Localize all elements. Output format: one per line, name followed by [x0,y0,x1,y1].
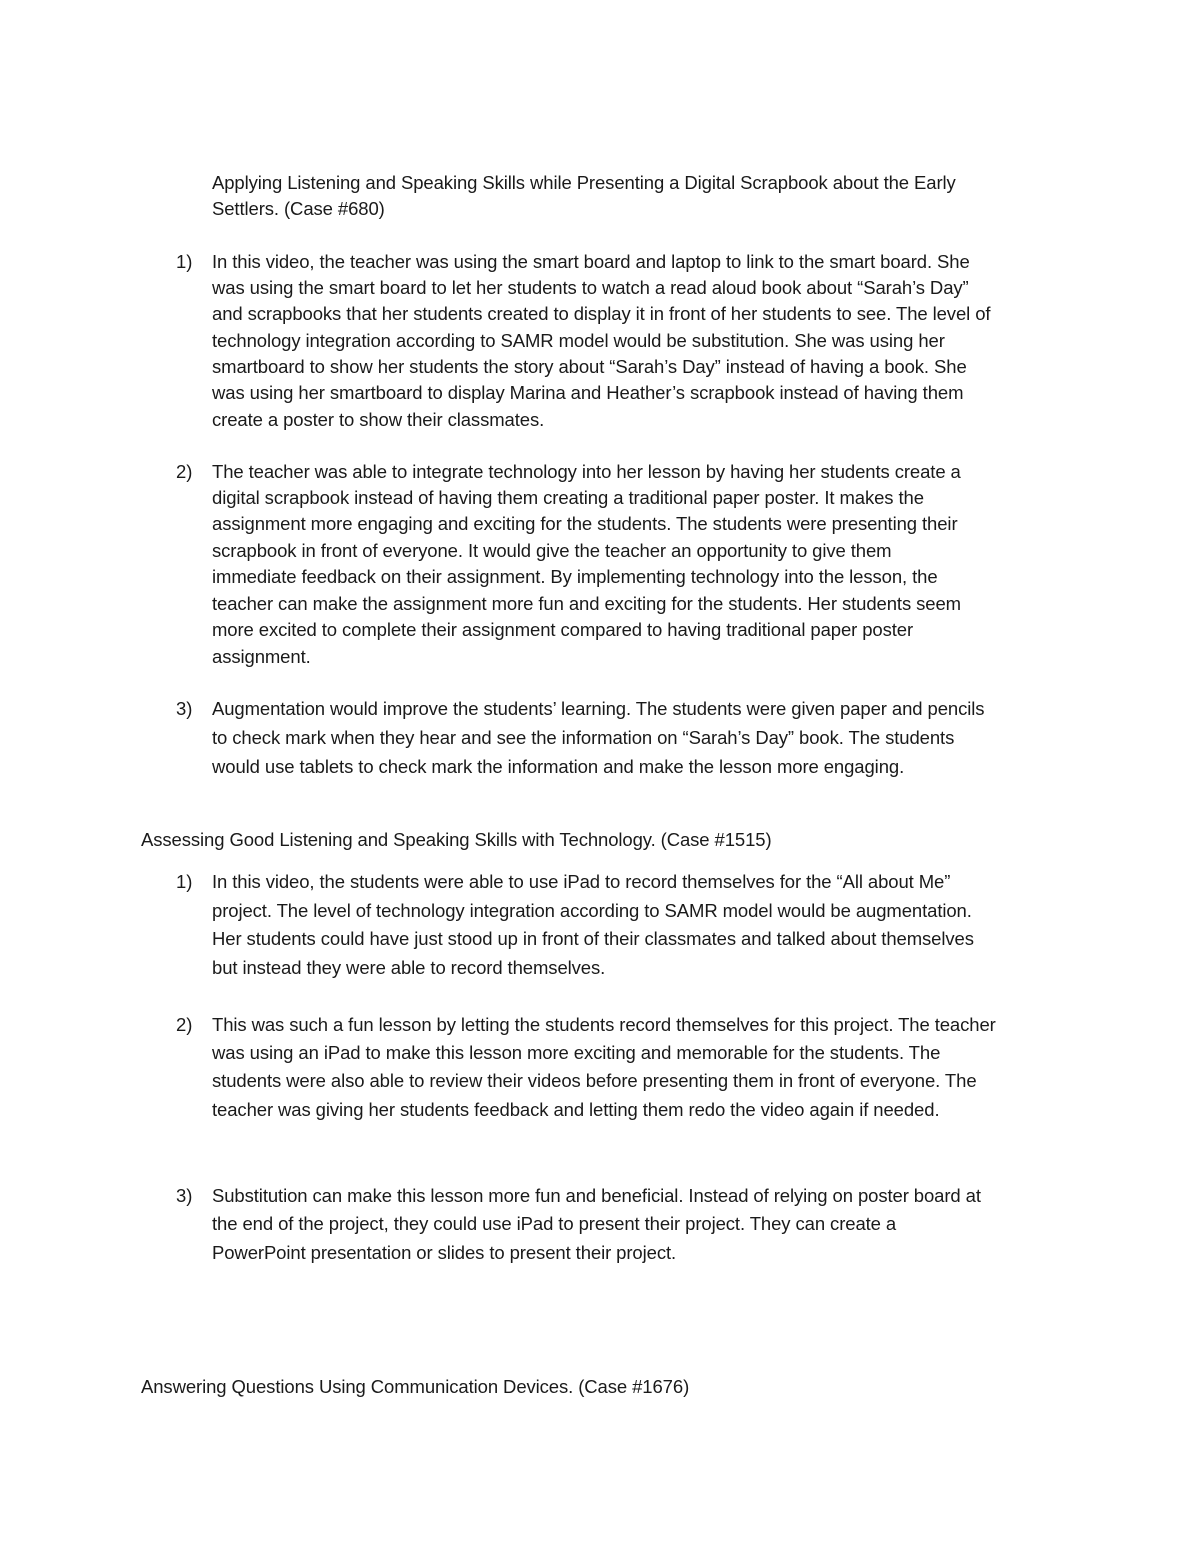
section-1-title-line-1: Applying Listening and Speaking Skills while Presenting a Digital Scrapbook about the Early [212,172,956,193]
list-item-number: 1) [176,251,193,272]
list-item-number: 1) [176,871,193,892]
paragraph-line: In this video, the students were able to use iPad to record themselves for the “All about Me” [212,871,951,892]
paragraph-line: technology integration according to SAMR model would be substitution. She was using her [212,330,945,351]
paragraph-line: In this video, the teacher was using the smart board and laptop to link to the smart board. She [212,251,970,272]
paragraph-line: assignment. [212,646,311,667]
paragraph-line: scrapbook in front of everyone. It would give the teacher an opportunity to give them [212,540,892,561]
paragraph-line: teacher can make the assignment more fun and exciting for the students. Her students seem [212,593,961,614]
paragraph-line: project. The level of technology integration according to SAMR model would be augmentation. [212,900,972,921]
paragraph-line: digital scrapbook instead of having them creating a traditional paper poster. It makes the [212,487,924,508]
paragraph-line: The teacher was able to integrate technology into her lesson by having her students create a [212,461,961,482]
paragraph-line: teacher was giving her students feedback and letting them redo the video again if needed. [212,1099,940,1120]
paragraph-line: but instead they were able to record themselves. [212,957,606,978]
paragraph-line: create a poster to show their classmates. [212,409,545,430]
section-1-title-line-2: Settlers. (Case #680) [212,198,385,219]
section-2-title: Assessing Good Listening and Speaking Skills with Technology. (Case #1515) [141,829,772,850]
paragraph-line: Substitution can make this lesson more fun and beneficial. Instead of relying on poster board at [212,1185,981,1206]
paragraph-line: smartboard to show her students the story about “Sarah’s Day” instead of having a book. She [212,356,967,377]
paragraph-line: This was such a fun lesson by letting the students record themselves for this project. The teacher [212,1014,996,1035]
paragraph-line: the end of the project, they could use iPad to present their project. They can create a [212,1213,897,1234]
paragraph-line: Augmentation would improve the students’ learning. The students were given paper and pencils [212,698,985,719]
list-item-number: 2) [176,1014,193,1035]
list-item-number: 3) [176,698,193,719]
paragraph-line: assignment more engaging and exciting for the students. The students were presenting their [212,513,958,534]
paragraph-line: Her students could have just stood up in front of their classmates and talked about themselves [212,928,974,949]
paragraph-line: was using her smartboard to display Marina and Heather’s scrapbook instead of having them [212,382,964,403]
paragraph-line: students were also able to review their videos before presenting them in front of everyone. The [212,1070,977,1091]
paragraph-line: was using an iPad to make this lesson more exciting and memorable for the students. The [212,1042,941,1063]
paragraph-line: PowerPoint presentation or slides to present their project. [212,1242,677,1263]
paragraph-line: was using the smart board to let her students to watch a read aloud book about “Sarah’s Day” [212,277,969,298]
paragraph-line: more excited to complete their assignment compared to having traditional paper poster [212,619,914,640]
paragraph-line: and scrapbooks that her students created to display it in front of her students to see. The level of [212,303,991,324]
list-item-number: 2) [176,461,193,482]
list-item-number: 3) [176,1185,193,1206]
paragraph-line: would use tablets to check mark the information and make the lesson more engaging. [212,756,905,777]
paragraph-line: immediate feedback on their assignment. By implementing technology into the lesson, the [212,566,938,587]
section-3-title: Answering Questions Using Communication Devices. (Case #1676) [141,1376,690,1397]
paragraph-line: to check mark when they hear and see the information on “Sarah’s Day” book. The students [212,727,955,748]
